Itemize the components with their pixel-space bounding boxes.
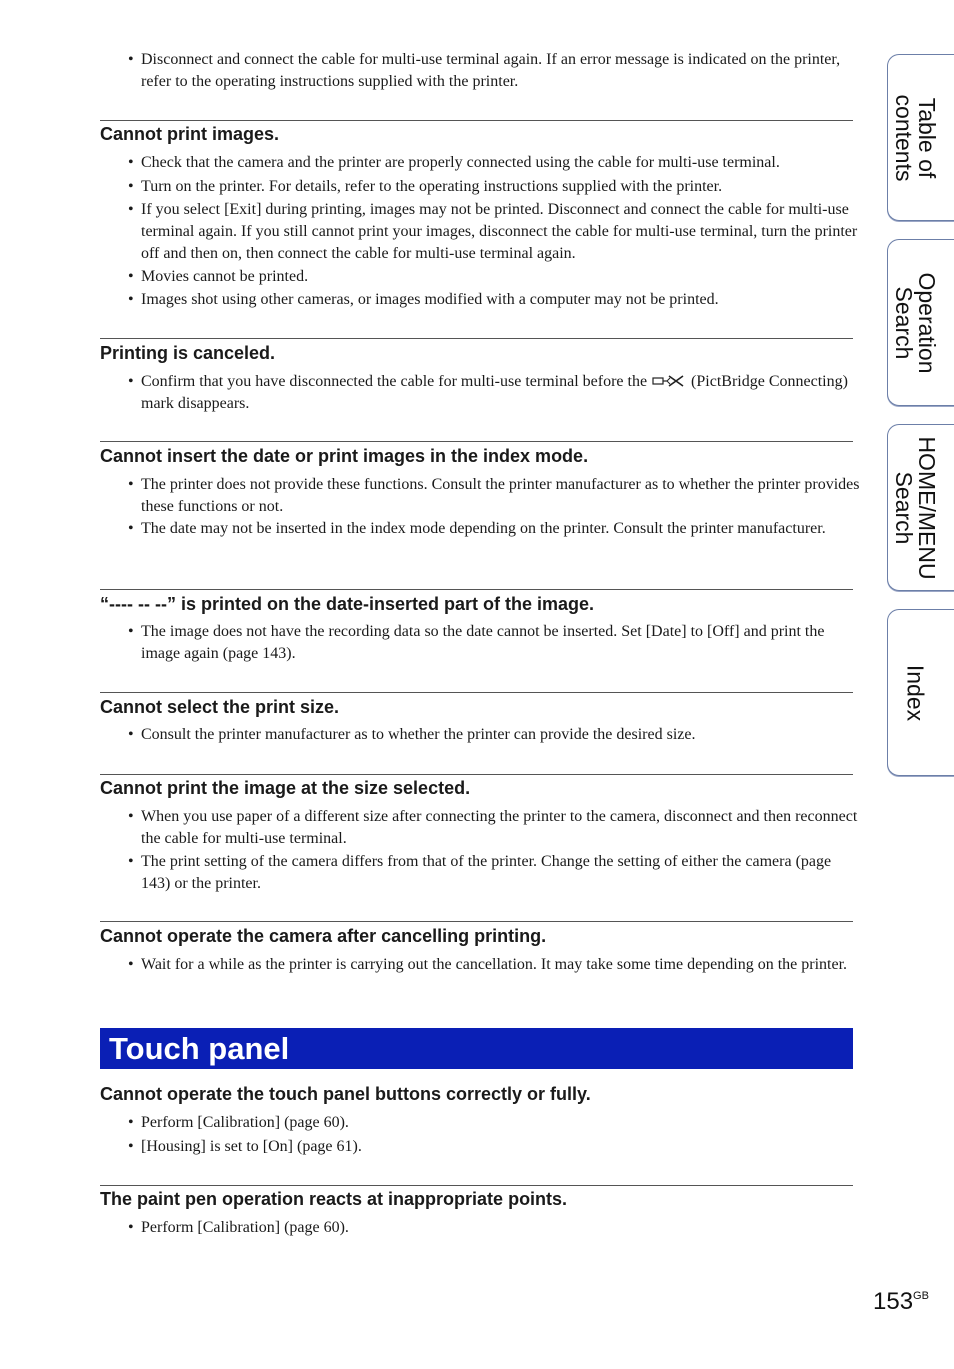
- page-number-suffix: GB: [913, 1290, 929, 1302]
- section-divider: [100, 338, 853, 339]
- page-number: [873, 1288, 929, 1316]
- section-heading: Cannot print images.: [100, 124, 280, 144]
- list-item: • Images shot using other cameras, or images modified with a computer may not be printed.: [128, 289, 863, 311]
- list-item: • If you select [Exit] during printing, images may not be printed. Disconnect and connect the cable for multi-use terminal again. If you still cannot print your images, disconnect the cable for multi-use terminal, turn the printer off and then on, then connect the cable for multi-use terminal again.: [128, 199, 863, 265]
- tab-label: Table of contents: [891, 94, 940, 181]
- tab-table-of-contents[interactable]: [887, 54, 954, 221]
- list-item: • Turn on the printer. For details, refer to the operating instructions supplied with the printer.: [128, 176, 863, 198]
- tab-label: Index: [902, 664, 929, 721]
- list-item: • Check that the camera and the printer are properly connected using the cable for multi-use terminal.: [128, 152, 863, 174]
- section-divider: [100, 774, 853, 775]
- section-heading: Cannot select the print size.: [100, 697, 340, 717]
- section-heading: Cannot insert the date or print images in the index mode.: [100, 446, 589, 466]
- list-item: • Perform [Calibration] (page 60).: [128, 1217, 863, 1239]
- pictbridge-icon: [652, 373, 686, 389]
- list-item: • The print setting of the camera differs from that of the printer. Change the setting of either the camera (page 143) or the printer.: [128, 851, 863, 895]
- section-heading: Cannot operate the touch panel buttons correctly or fully.: [100, 1084, 591, 1104]
- section-heading: “---- -- --” is printed on the date-inserted part of the image.: [100, 594, 595, 614]
- section-divider: [100, 120, 853, 121]
- tab-operation-search[interactable]: [887, 239, 954, 406]
- section-heading: Cannot print the image at the size selected.: [100, 778, 471, 798]
- list-item: • When you use paper of a different size after connecting the printer to the camera, disconnect and then reconnect the cable for multi-use terminal.: [128, 806, 863, 850]
- list-item-text: (PictBridge Connecting) mark disappears.: [141, 373, 848, 412]
- tab-label: HOME/MENU Search: [891, 435, 940, 580]
- section-divider: [100, 441, 853, 442]
- list-item: • Movies cannot be printed.: [128, 266, 863, 288]
- list-item: • Perform [Calibration] (page 60).: [128, 1112, 863, 1134]
- tab-index[interactable]: [887, 609, 954, 776]
- page-number-value: 153: [873, 1288, 914, 1315]
- section-divider: [100, 692, 853, 693]
- list-item: • Disconnect and connect the cable for multi-use terminal again. If an error message is indicated on the printer, refer to the operating instructions supplied with the printer.: [128, 49, 863, 93]
- list-item: • Consult the printer manufacturer as to whether the printer can provide the desired size.: [128, 724, 863, 746]
- list-item: • The printer does not provide these functions. Consult the printer manufacturer as to whether the printer provides these functions or not.: [128, 474, 863, 518]
- touch-panel-banner: Touch panel: [100, 1028, 853, 1069]
- section-heading: Cannot operate the camera after cancelling printing.: [100, 926, 547, 946]
- tab-home-menu-search[interactable]: [887, 424, 954, 591]
- section-heading: The paint pen operation reacts at inappropriate points.: [100, 1189, 568, 1209]
- list-item: [128, 371, 863, 415]
- section-heading: Printing is canceled.: [100, 343, 276, 363]
- section-divider: [100, 921, 853, 922]
- list-item: • [Housing] is set to [On] (page 61).: [128, 1136, 863, 1158]
- tab-label: Operation Search: [891, 271, 940, 374]
- list-item-text: Confirm that you have disconnected the cable for multi-use terminal before the: [141, 373, 648, 390]
- section-divider: [100, 1185, 853, 1186]
- section-divider: [100, 589, 853, 590]
- list-item: • Wait for a while as the printer is carrying out the cancellation. It may take some time depending on the printer.: [128, 954, 863, 976]
- list-item: • The date may not be inserted in the index mode depending on the printer. Consult the printer manufacturer.: [128, 518, 863, 540]
- list-item: • The image does not have the recording data so the date cannot be inserted. Set [Date] to [Off] and print the image again (page 143).: [128, 621, 863, 665]
